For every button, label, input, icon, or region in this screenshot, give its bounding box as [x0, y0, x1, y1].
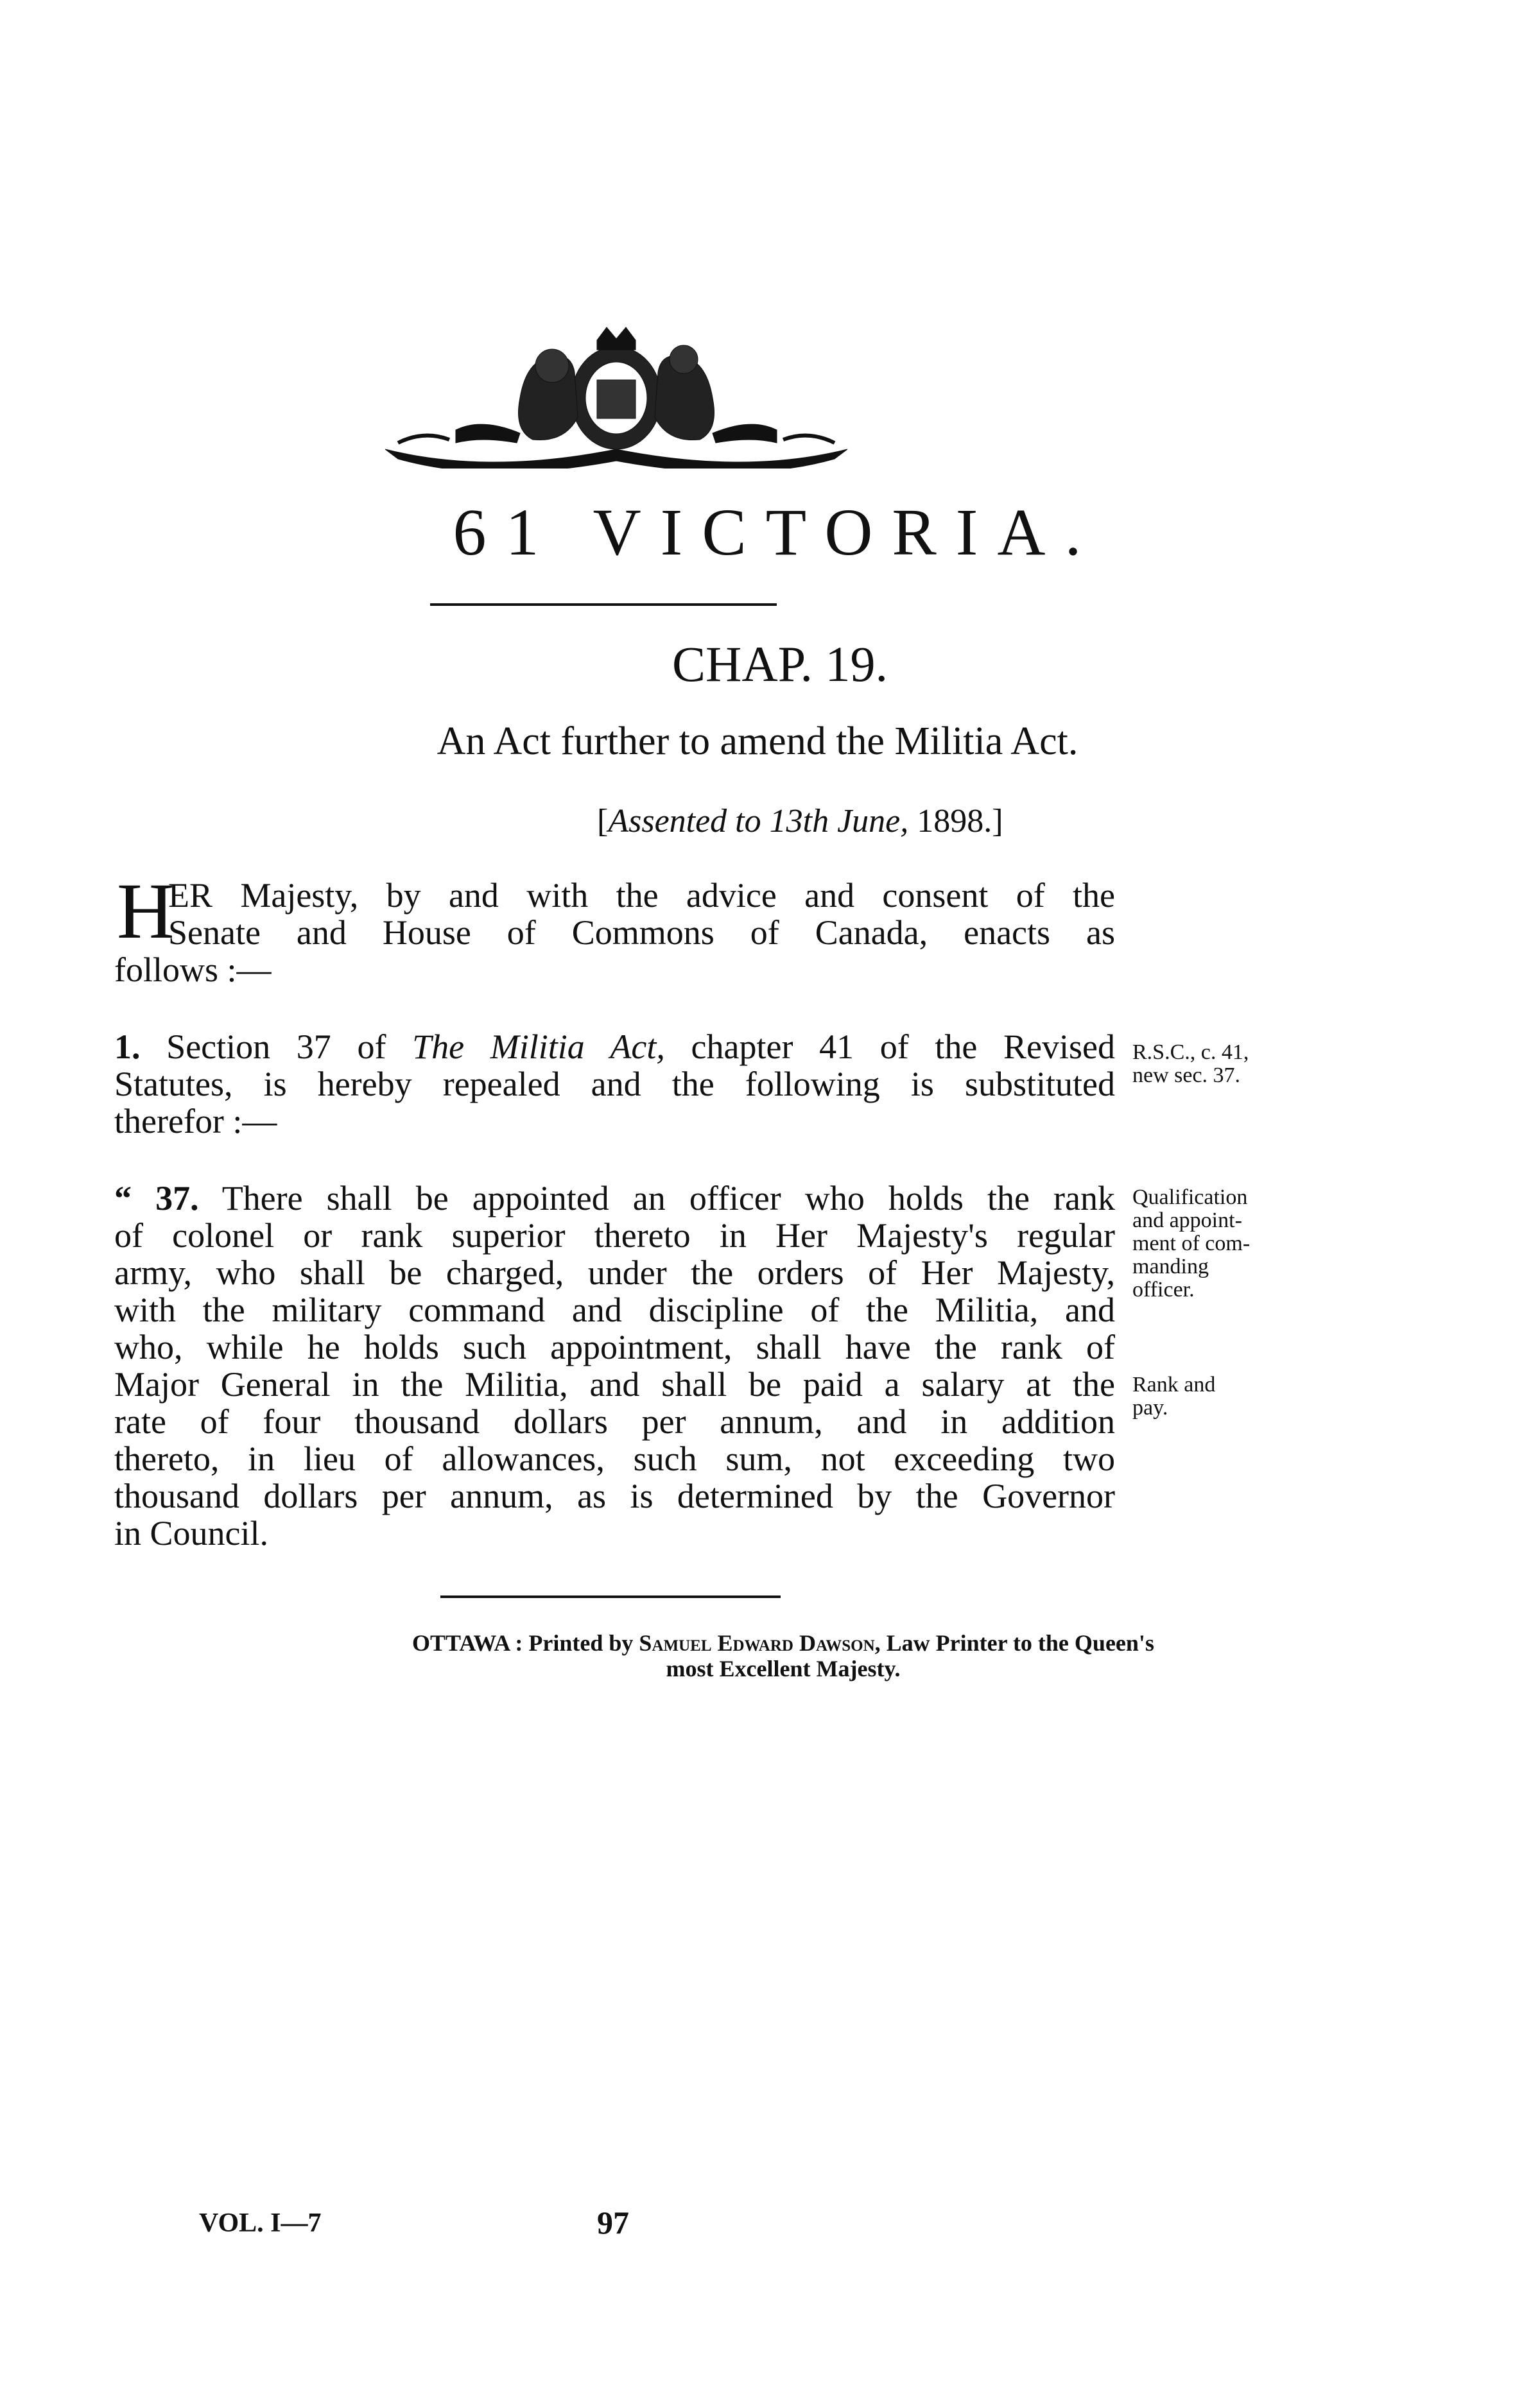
assent-text: Assented to 13th June, — [608, 803, 909, 839]
section-37-line: rate of four thousand dollars per annum, and in addition — [114, 1402, 1115, 1441]
enacting-line: follows :— — [114, 950, 272, 989]
section-37-line: in Council. — [114, 1514, 268, 1552]
margin-note-qualification — [1132, 1186, 1250, 1302]
enacting-line: ER Majesty, by and with the advice and consent of the — [168, 876, 1115, 915]
section-1-line: therefor :— — [114, 1102, 277, 1140]
section-37-line: of colonel or rank superior thereto in Her Majesty's regular — [114, 1216, 1115, 1255]
chapter-heading: CHAP. 19. — [672, 636, 888, 692]
page-number: 97 — [597, 2205, 629, 2240]
enacting-line: Senate and House of Commons of Canada, enacts as — [168, 913, 1115, 952]
printer-imprint — [0, 1630, 1515, 1681]
section-1-line: Statutes, is hereby repealed and the following is substituted — [114, 1065, 1115, 1103]
imprint-line: OTTAWA : Printed by Samuel Edward Dawson, Law Printer to the Queen's — [412, 1630, 1154, 1656]
section-37-line: army, who shall be charged, under the orders of Her Majesty, — [114, 1253, 1115, 1292]
section-37-line: thousand dollars per annum, as is determined by the Governor — [114, 1477, 1115, 1515]
section-37-line: Major General in the Militia, and shall be paid a salary at the — [114, 1365, 1115, 1404]
royal-coat-of-arms-icon — [359, 321, 873, 469]
margin-note-rank — [1132, 1373, 1215, 1420]
divider — [430, 603, 777, 606]
year-title: 61 VICTORIA. — [453, 495, 1101, 569]
section-37 — [114, 1180, 1115, 1552]
assent-bracket: [ — [597, 803, 609, 839]
divider — [440, 1595, 781, 1598]
statute-title: The Militia Act, — [412, 1028, 665, 1066]
margin-note-rsc — [1132, 1041, 1249, 1087]
margin-note-line: manding — [1132, 1255, 1209, 1278]
assent-date — [597, 802, 1003, 840]
margin-note-line: R.S.C., c. 41, — [1132, 1040, 1249, 1064]
section-37-line: with the military command and discipline of the Militia, and — [114, 1291, 1115, 1329]
margin-note-line: pay. — [1132, 1396, 1168, 1420]
margin-note-line: officer. — [1132, 1278, 1195, 1302]
margin-note-line: ment of com- — [1132, 1232, 1251, 1255]
imprint-line: most Excellent Majesty. — [666, 1656, 901, 1681]
section-number: 1. — [114, 1028, 141, 1066]
volume-signature: VOL. I—7 — [199, 2208, 322, 2238]
section-37-line: thereto, in lieu of allowances, such sum, not exceeding two — [114, 1440, 1115, 1478]
margin-note-line: and appoint- — [1132, 1208, 1242, 1232]
drop-cap: H — [117, 867, 175, 955]
section-1-line: 1. Section 37 of The Militia Act, chapter 41 of the Revised — [114, 1028, 1115, 1066]
margin-note-line: Qualification — [1132, 1185, 1248, 1209]
section-number: “ 37. — [114, 1179, 199, 1217]
assent-year: 1898.] — [908, 803, 1003, 839]
act-title: An Act further to amend the Militia Act. — [437, 719, 1078, 763]
section-1 — [114, 1028, 1115, 1140]
margin-note-line: Rank and — [1132, 1373, 1216, 1397]
section-37-line: who, while he holds such appointment, shall have the rank of — [114, 1328, 1115, 1366]
printer-name: Samuel Edward Dawson — [639, 1630, 875, 1656]
margin-note-line: new sec. 37. — [1132, 1063, 1241, 1087]
section-37-line: “ 37. There shall be appointed an officer who holds the rank — [114, 1179, 1115, 1217]
